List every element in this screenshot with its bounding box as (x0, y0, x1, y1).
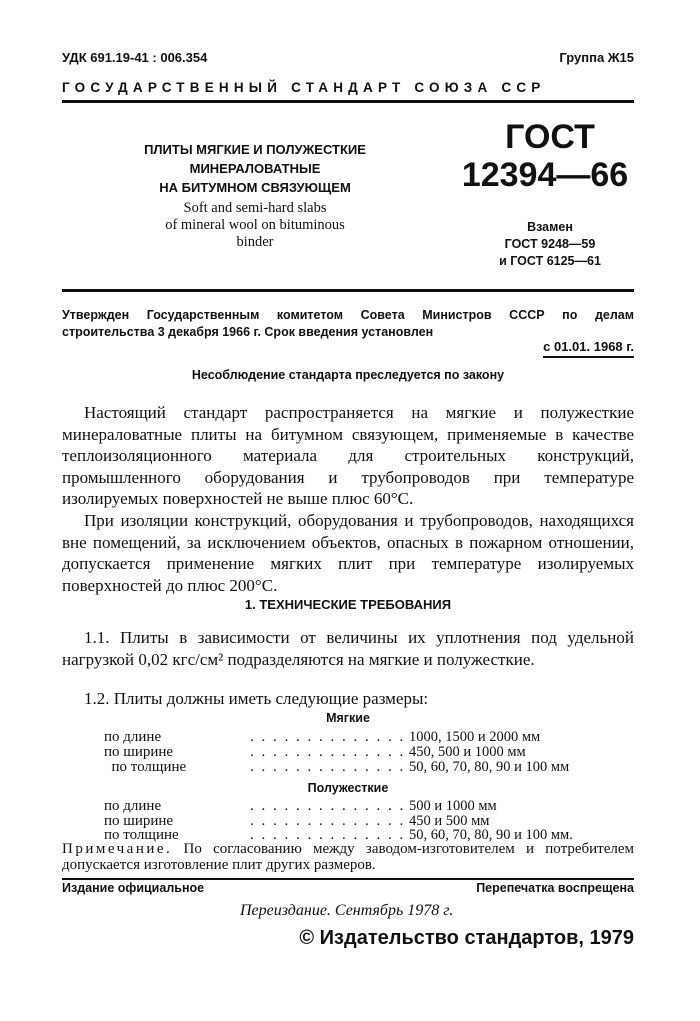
dimension-value: 50, 60, 70, 80, 90 и 100 мм. (409, 827, 573, 843)
document-title-line: ПЛИТЫ МЯГКИЕ И ПОЛУЖЕСТКИЕ (144, 142, 366, 157)
leader-dots: . . . . . . . . . . . . . . (250, 745, 406, 759)
replaces-line: Взамен (527, 220, 573, 234)
dimension-label: по ширине (104, 744, 174, 760)
reissue-date: Переиздание. Сентябрь 1978 г. (240, 902, 454, 919)
dimension-row (62, 828, 634, 842)
dimension-row (62, 745, 634, 759)
title-rule (62, 289, 634, 292)
replaces-line: и ГОСТ 6125—61 (499, 254, 601, 268)
law-notice: Несоблюдение стандарта преследуется по закону (191, 368, 505, 382)
subheading-soft: Мягкие (326, 711, 370, 725)
footer-rule (62, 878, 634, 880)
leader-dots: . . . . . . . . . . . . . . (250, 760, 406, 774)
dimension-value: 50, 60, 70, 80, 90 и 100 мм (409, 759, 570, 775)
effective-date: с 01.01. 1968 г. (543, 339, 634, 358)
gost-number: 12394—66 (461, 156, 629, 194)
dimension-value: 1000, 1500 и 2000 мм (409, 729, 541, 745)
paragraph-scope: Настоящий стандарт распространяется на мягкие и полужесткие минераловатные плиты на битумном связующем, применяемые в качестве теплоизоляционного материала для строительных конструкций, промышленного оборудования и трубопроводов при температуре изолируемых поверхностей не выше плюс 60°C. (62, 403, 634, 508)
english-title-line: of mineral wool on bituminous (165, 217, 345, 233)
note (62, 841, 634, 873)
publisher-copyright: © Издательство стандартов, 1979 (299, 927, 634, 949)
replaces-line: ГОСТ 9248—59 (504, 237, 596, 251)
dimension-value: 500 и 1000 мм (409, 798, 497, 814)
leader-dots: . . . . . . . . . . . . . . (250, 730, 406, 744)
paragraph-1-2: 1.2. Плиты должны иметь следующие размеры: (84, 689, 429, 708)
section-heading: 1. ТЕХНИЧЕСКИЕ ТРЕБОВАНИЯ (244, 597, 452, 612)
dimension-label: по толщине (104, 827, 179, 843)
dimension-label: по длине (104, 729, 162, 745)
english-title-line: binder (236, 234, 274, 250)
note-text: По согласованию между заводом-изготовителем и потребителем допускается изготовление плит других размеров. (62, 841, 634, 873)
paragraph-1-1: 1.1. Плиты в зависимости от величины их уплотнения под удельной нагрузкой 0,02 кгс/см² подразделяются на мягкие и полужесткие. (62, 628, 634, 669)
note-label: Примечание. (62, 841, 173, 857)
gost-label: ГОСТ (505, 118, 595, 156)
group-code: Группа Ж15 (559, 50, 634, 65)
dimension-row (62, 799, 634, 813)
dimension-row (62, 730, 634, 744)
document-title-english (140, 200, 370, 251)
dimension-label: по толщине (104, 759, 187, 775)
dimension-value: 450, 500 и 1000 мм (409, 744, 526, 760)
state-standard-title: ГОСУДАРСТВЕННЫЙ СТАНДАРТ СОЮЗА ССР (62, 80, 546, 95)
udk-code: УДК 691.19-41 : 006.354 (62, 50, 208, 65)
english-title-line: Soft and semi-hard slabs (183, 200, 327, 216)
dimension-row (62, 814, 634, 828)
leader-dots: . . . . . . . . . . . . . . (250, 799, 406, 813)
header-rule (62, 100, 634, 103)
dimension-label: по ширине (104, 813, 174, 829)
reprint-prohibited: Перепечатка воспрещена (476, 881, 634, 895)
subheading-semi-hard: Полужесткие (307, 781, 389, 795)
paragraph-outdoor: При изоляции конструкций, оборудования и трубопроводов, находящихся вне помещений, за исключением объектов, опасных в пожарном отношении, допускается применение мягких плит при температуре изолируемых поверхностей до плюс 200°C. (62, 511, 634, 595)
leader-dots: . . . . . . . . . . . . . . (250, 828, 406, 842)
dimension-value: 450 и 500 мм (409, 813, 490, 829)
leader-dots: . . . . . . . . . . . . . . (250, 814, 406, 828)
approval-line-2: строительства 3 декабря 1966 г. Срок введения установлен (62, 325, 434, 339)
document-title-line: МИНЕРАЛОВАТНЫЕ (189, 161, 321, 176)
official-edition: Издание официальное (62, 881, 205, 895)
document-title (120, 140, 390, 197)
approval-line-1: Утвержден Государственным комитетом Совета Министров СССР по делам (62, 308, 634, 322)
dimension-label: по длине (104, 798, 162, 814)
document-title-line: НА БИТУМНОМ СВЯЗУЮЩЕМ (159, 180, 351, 195)
dimension-row (62, 760, 634, 774)
replaces-block (470, 219, 630, 270)
